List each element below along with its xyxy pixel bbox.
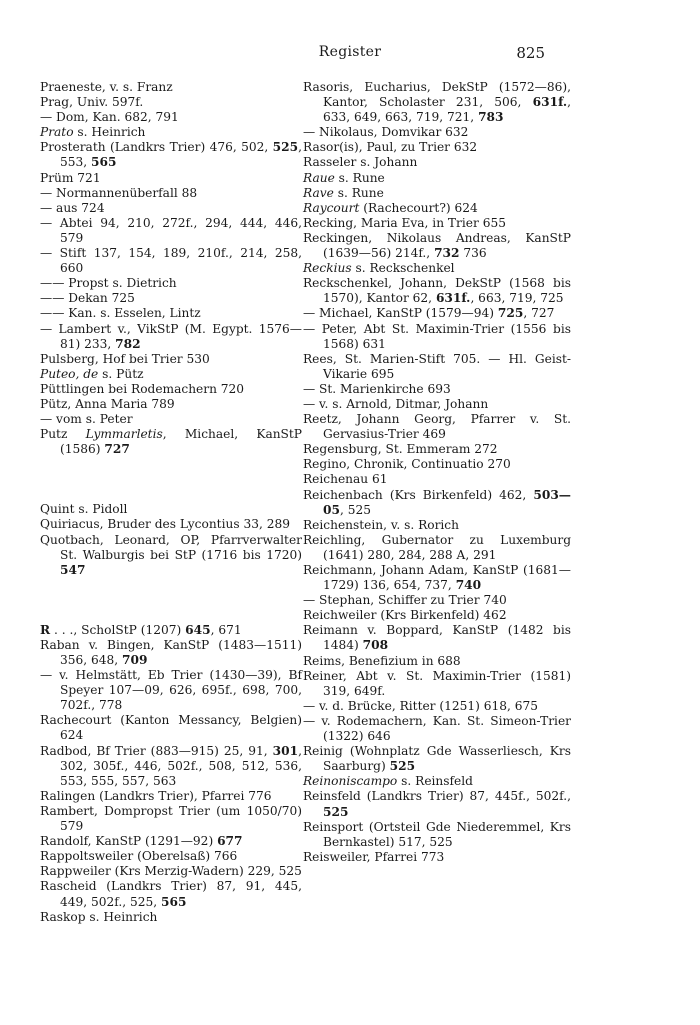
index-entry: Regensburg, St. Emmeram 272	[303, 442, 498, 457]
index-entry: Prag, Univ. 597f.	[40, 95, 144, 110]
index-entry: Radbod, Bf Trier (883—915) 25, 91, 301, 302, 305f., 446, 502f., 508, 512, 536, 553, 555, 557, 563	[40, 743, 302, 788]
index-entry: — aus 724	[40, 200, 105, 215]
index-entry: Rasoris, Eucharius, DekStP (1572—86), Kantor, Scholaster 231, 506, 631f., 633, 649, 663, 719, 721, 783	[303, 80, 571, 125]
index-entry: Rachecourt (Kanton Messancy, Belgien) 624	[40, 713, 302, 743]
index-entry: Rave s. Rune	[303, 185, 384, 200]
index-entry: Rappweiler (Krs Merzig-Wadern) 229, 525	[40, 864, 302, 879]
index-entry: Reichling, Gubernator zu Luxemburg (1641) 280, 284, 288 A, 291	[303, 532, 571, 562]
index-entry: R . . ., ScholStP (1207) 645, 671	[40, 622, 242, 637]
index-entry: Reckschenkel, Johann, DekStP (1568 bis 1570), Kantor 62, 631f., 663, 719, 725	[303, 276, 571, 306]
section-gap	[40, 457, 302, 502]
index-entry: Raskop s. Heinrich	[40, 909, 158, 924]
index-entry: Quotbach, Leonard, OP, Pfarrverwalter St. Walburgis bei StP (1716 bis 1720) 547	[40, 532, 302, 577]
index-entry: Rascheid (Landkrs Trier) 87, 91, 445, 449, 502f., 525, 565	[40, 879, 302, 909]
index-entry: Raycourt (Rachecourt?) 624	[303, 200, 478, 215]
index-entry: Rambert, Dompropst Trier (um 1050/70) 579	[40, 803, 302, 834]
page-title: Register	[318, 44, 382, 60]
index-entry: Recking, Maria Eva, in Trier 655	[303, 215, 506, 230]
index-entry: Reckingen, Nikolaus Andreas, KanStP (1639—56) 214f., 732 736	[303, 230, 571, 261]
index-entry: Reetz, Johann Georg, Pfarrer v. St. Gervasius-Trier 469	[303, 412, 571, 442]
index-entry: Reinoniscampo s. Reinsfeld	[303, 774, 473, 789]
index-entry: Prato s. Heinrich	[40, 125, 146, 140]
index-entry: Reiner, Abt v. St. Maximin-Trier (1581) 319, 649f.	[303, 668, 571, 698]
index-entry: — Dom, Kan. 682, 791	[40, 110, 179, 125]
index-entry: Püttlingen bei Rodemachern 720	[40, 381, 245, 396]
index-entry: Rees, St. Marien-Stift 705. — Hl. Geist-Vikarie 695	[303, 351, 571, 381]
index-entry: Reinsport (Ortsteil Gde Niederemmel, Krs Bernkastel) 517, 525	[303, 819, 571, 849]
index-entry: — v. Rodemachern, Kan. St. Simeon-Trier (1322) 646	[303, 713, 571, 744]
index-entry: — St. Marienkirche 693	[303, 381, 451, 396]
index-entry: Puteo, de s. Pütz	[40, 366, 144, 381]
index-entry: Reichmann, Johann Adam, KanStP (1681—1729) 136, 654, 737, 740	[303, 563, 571, 593]
index-entry: — Peter, Abt St. Maximin-Trier (1556 bis 1568) 631	[303, 321, 571, 351]
index-entry: Pütz, Anna Maria 789	[40, 396, 175, 411]
index-entry: — Stift 137, 154, 189, 210f., 214, 258, 660	[40, 246, 302, 276]
index-column-right	[303, 80, 571, 865]
index-entry: — Nikolaus, Domvikar 632	[303, 125, 469, 140]
index-entry: — v. s. Arnold, Ditmar, Johann	[303, 396, 489, 411]
index-entry: Regino, Chronik, Continuatio 270	[303, 457, 511, 472]
index-entry: — vom s. Peter	[40, 412, 133, 427]
index-entry: Reichenau 61	[303, 472, 388, 487]
index-entry: Reinig (Wohnplatz Gde Wasserliesch, Krs Saarburg) 525	[303, 744, 571, 774]
index-entry: Quiriacus, Bruder des Lycontius 33, 289	[40, 517, 290, 532]
index-entry: Raban v. Bingen, KanStP (1483—1511) 356, 648, 709	[40, 637, 302, 667]
section-gap	[40, 578, 302, 623]
index-entry: Reichenstein, v. s. Rorich	[303, 517, 459, 532]
index-entry: —— Kan. s. Esselen, Lintz	[40, 306, 201, 321]
page-header	[0, 44, 700, 64]
page-number: 825	[516, 44, 545, 62]
index-entry: Rasor(is), Paul, zu Trier 632	[303, 140, 478, 155]
index-entry: Reichweiler (Krs Birkenfeld) 462	[303, 608, 507, 623]
index-entry: Putz Lymmarletis, Michael, KanStP (1586) 727	[40, 427, 303, 457]
index-entry: — Abtei 94, 210, 272f., 294, 444, 446, 579	[40, 215, 302, 245]
index-entry: Randolf, KanStP (1291—92) 677	[40, 834, 243, 849]
index-entry: — Stephan, Schiffer zu Trier 740	[303, 593, 507, 608]
index-entry: Reckius s. Reckschenkel	[303, 261, 455, 276]
index-entry: Reichenbach (Krs Birkenfeld) 462, 503—05, 525	[303, 487, 571, 517]
index-entry: Rappoltsweiler (Oberelsaß) 766	[40, 849, 238, 864]
index-column-left	[40, 80, 302, 925]
index-entry: Ralingen (Landkrs Trier), Pfarrei 776	[40, 788, 272, 803]
index-entry: Raue s. Rune	[303, 170, 385, 185]
index-entry: —— Propst s. Dietrich	[40, 276, 177, 291]
index-entry: —— Dekan 725	[40, 291, 135, 306]
index-entry: Reimann v. Boppard, KanStP (1482 bis 1484) 708	[303, 623, 571, 653]
index-entry: Rasseler s. Johann	[303, 155, 418, 170]
index-entry: Pulsberg, Hof bei Trier 530	[40, 351, 210, 366]
index-entry: Reims, Benefizium in 688	[303, 653, 461, 668]
index-entry: Quint s. Pidoll	[40, 502, 128, 517]
index-entry: — v. Helmstätt, Eb Trier (1430—39), Bf Speyer 107—09, 626, 695f., 698, 700, 702f., 778	[40, 668, 302, 713]
index-entry: — v. d. Brücke, Ritter (1251) 618, 675	[303, 698, 539, 713]
index-entry: — Michael, KanStP (1579—94) 725, 727	[303, 306, 555, 321]
index-entry: Reinsfeld (Landkrs Trier) 87, 445f., 502f., 525	[303, 789, 571, 819]
index-entry: Prosterath (Landkrs Trier) 476, 502, 525, 553, 565	[40, 140, 302, 170]
index-entry: — Lambert v., VikStP (M. Egypt. 1576—81) 233, 782	[40, 321, 302, 351]
index-entry: Praeneste, v. s. Franz	[40, 80, 173, 94]
index-entry: — Normannenüberfall 88	[40, 185, 198, 200]
index-entry: Prüm 721	[40, 170, 101, 185]
index-entry: Reisweiler, Pfarrei 773	[303, 849, 445, 864]
